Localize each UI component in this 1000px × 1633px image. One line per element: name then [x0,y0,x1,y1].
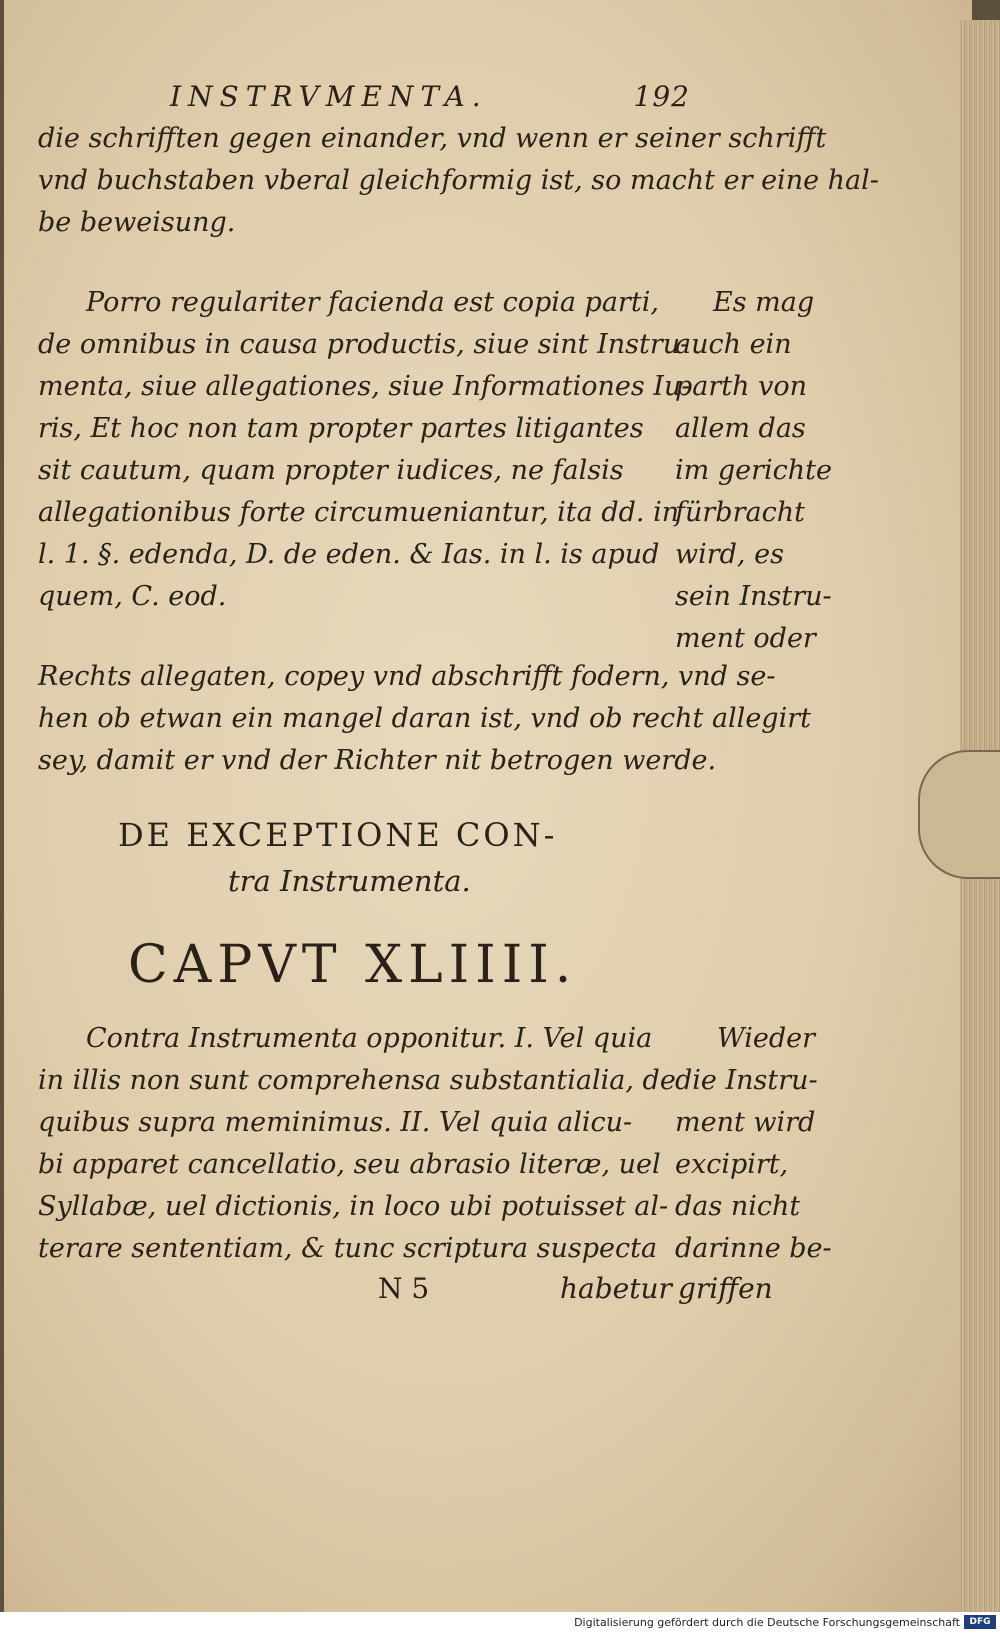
gloss-line: die Instru- [675,1065,818,1096]
paragraph2-latin [38,1018,678,1270]
text-line: hen ob etwan ein mangel daran ist, vnd ob recht allegirt [38,703,811,734]
gloss-line: fürbracht [675,497,805,528]
footer-credit: Digitalisierung gefördert durch die Deutsche Forschungsgemeinschaft [574,1616,960,1629]
text-line: sey, damit er vnd der Richter nit betrogen werde. [38,745,717,776]
text-line: allegationibus forte circumueniantur, ita dd. in [38,497,680,528]
gloss-line: sein Instru- [675,581,832,612]
gloss-line: wird, es [675,539,784,570]
text-line: Porro regulariter facienda est copia parti, [86,287,659,318]
running-head-title: INSTRVMENTA. [170,80,488,113]
text-line: quibus supra meminimus. II. Vel quia alicu- [38,1107,633,1138]
text-line: terare sententiam, & tunc scriptura suspecta [38,1233,658,1264]
gloss-line: Es mag [713,287,815,318]
gloss-line: Wieder [717,1023,816,1054]
gloss-line: parth von [675,371,808,402]
text-line: menta, siue allegationes, siue Informationes Iu- [38,371,691,402]
text-line: l. 1. §. edenda, D. de eden. & Ias. in l. is apud [38,539,660,570]
digitization-footer [0,1612,1000,1633]
paragraph1-latin [38,282,691,618]
signature-mark: N 5 [378,1272,430,1305]
page-number: 192 [633,80,690,113]
text-line: die schrifften gegen einander, vnd wenn er seiner schrifft [38,123,827,154]
gloss-line: darinne be- [675,1233,832,1264]
paragraph1-german-gloss [675,282,845,660]
text-line: sit cautum, quam propter iudices, ne falsis [38,455,624,486]
gloss-line: ment wird [675,1107,816,1138]
text-line: bi apparet cancellatio, seu abrasio literæ, uel [38,1149,661,1180]
gloss-line: allem das [675,413,806,444]
text-line: quem, C. eod. [38,581,227,612]
section-heading-line: DE EXCEPTIONE CON- [118,816,558,854]
text-line: be beweisung. [38,207,236,238]
section-heading [118,812,557,904]
catchword-german: griffen [678,1272,773,1305]
text-line: de omnibus in causa productis, siue sint Instru- [38,329,690,360]
gloss-line: excipirt, [675,1149,789,1180]
gloss-line: ment oder [675,623,816,654]
gloss-line: das nicht [675,1191,801,1222]
paragraph2-german-gloss [675,1018,845,1270]
chapter-heading: CAPVT XLIIII. [128,935,578,995]
gloss-line: im gerichte [675,455,832,486]
gloss-line: auch ein [675,329,792,360]
text-line: Rechts allegaten, copey vnd abschrifft fodern, vnd se- [38,661,776,692]
text-line: Contra Instrumenta opponitur. I. Vel quia [86,1023,653,1054]
catchword-latin: habetur [560,1272,672,1305]
text-line: ris, Et hoc non tam propter partes litigantes [38,413,644,444]
text-line: vnd buchstaben vberal gleichformig ist, so macht er eine hal- [38,165,879,196]
dfg-logo: DFG [964,1615,996,1629]
section-heading-line: tra Instrumenta. [228,864,471,898]
text-line: in illis non sunt comprehensa substantialia, de [38,1065,676,1096]
text-line: Syllabæ, uel dictionis, in loco ubi potuisset al- [38,1191,669,1222]
opening-lines [38,118,879,244]
book-clasp [918,750,1000,879]
paragraph1-continuation [38,656,838,782]
running-head [170,80,690,120]
